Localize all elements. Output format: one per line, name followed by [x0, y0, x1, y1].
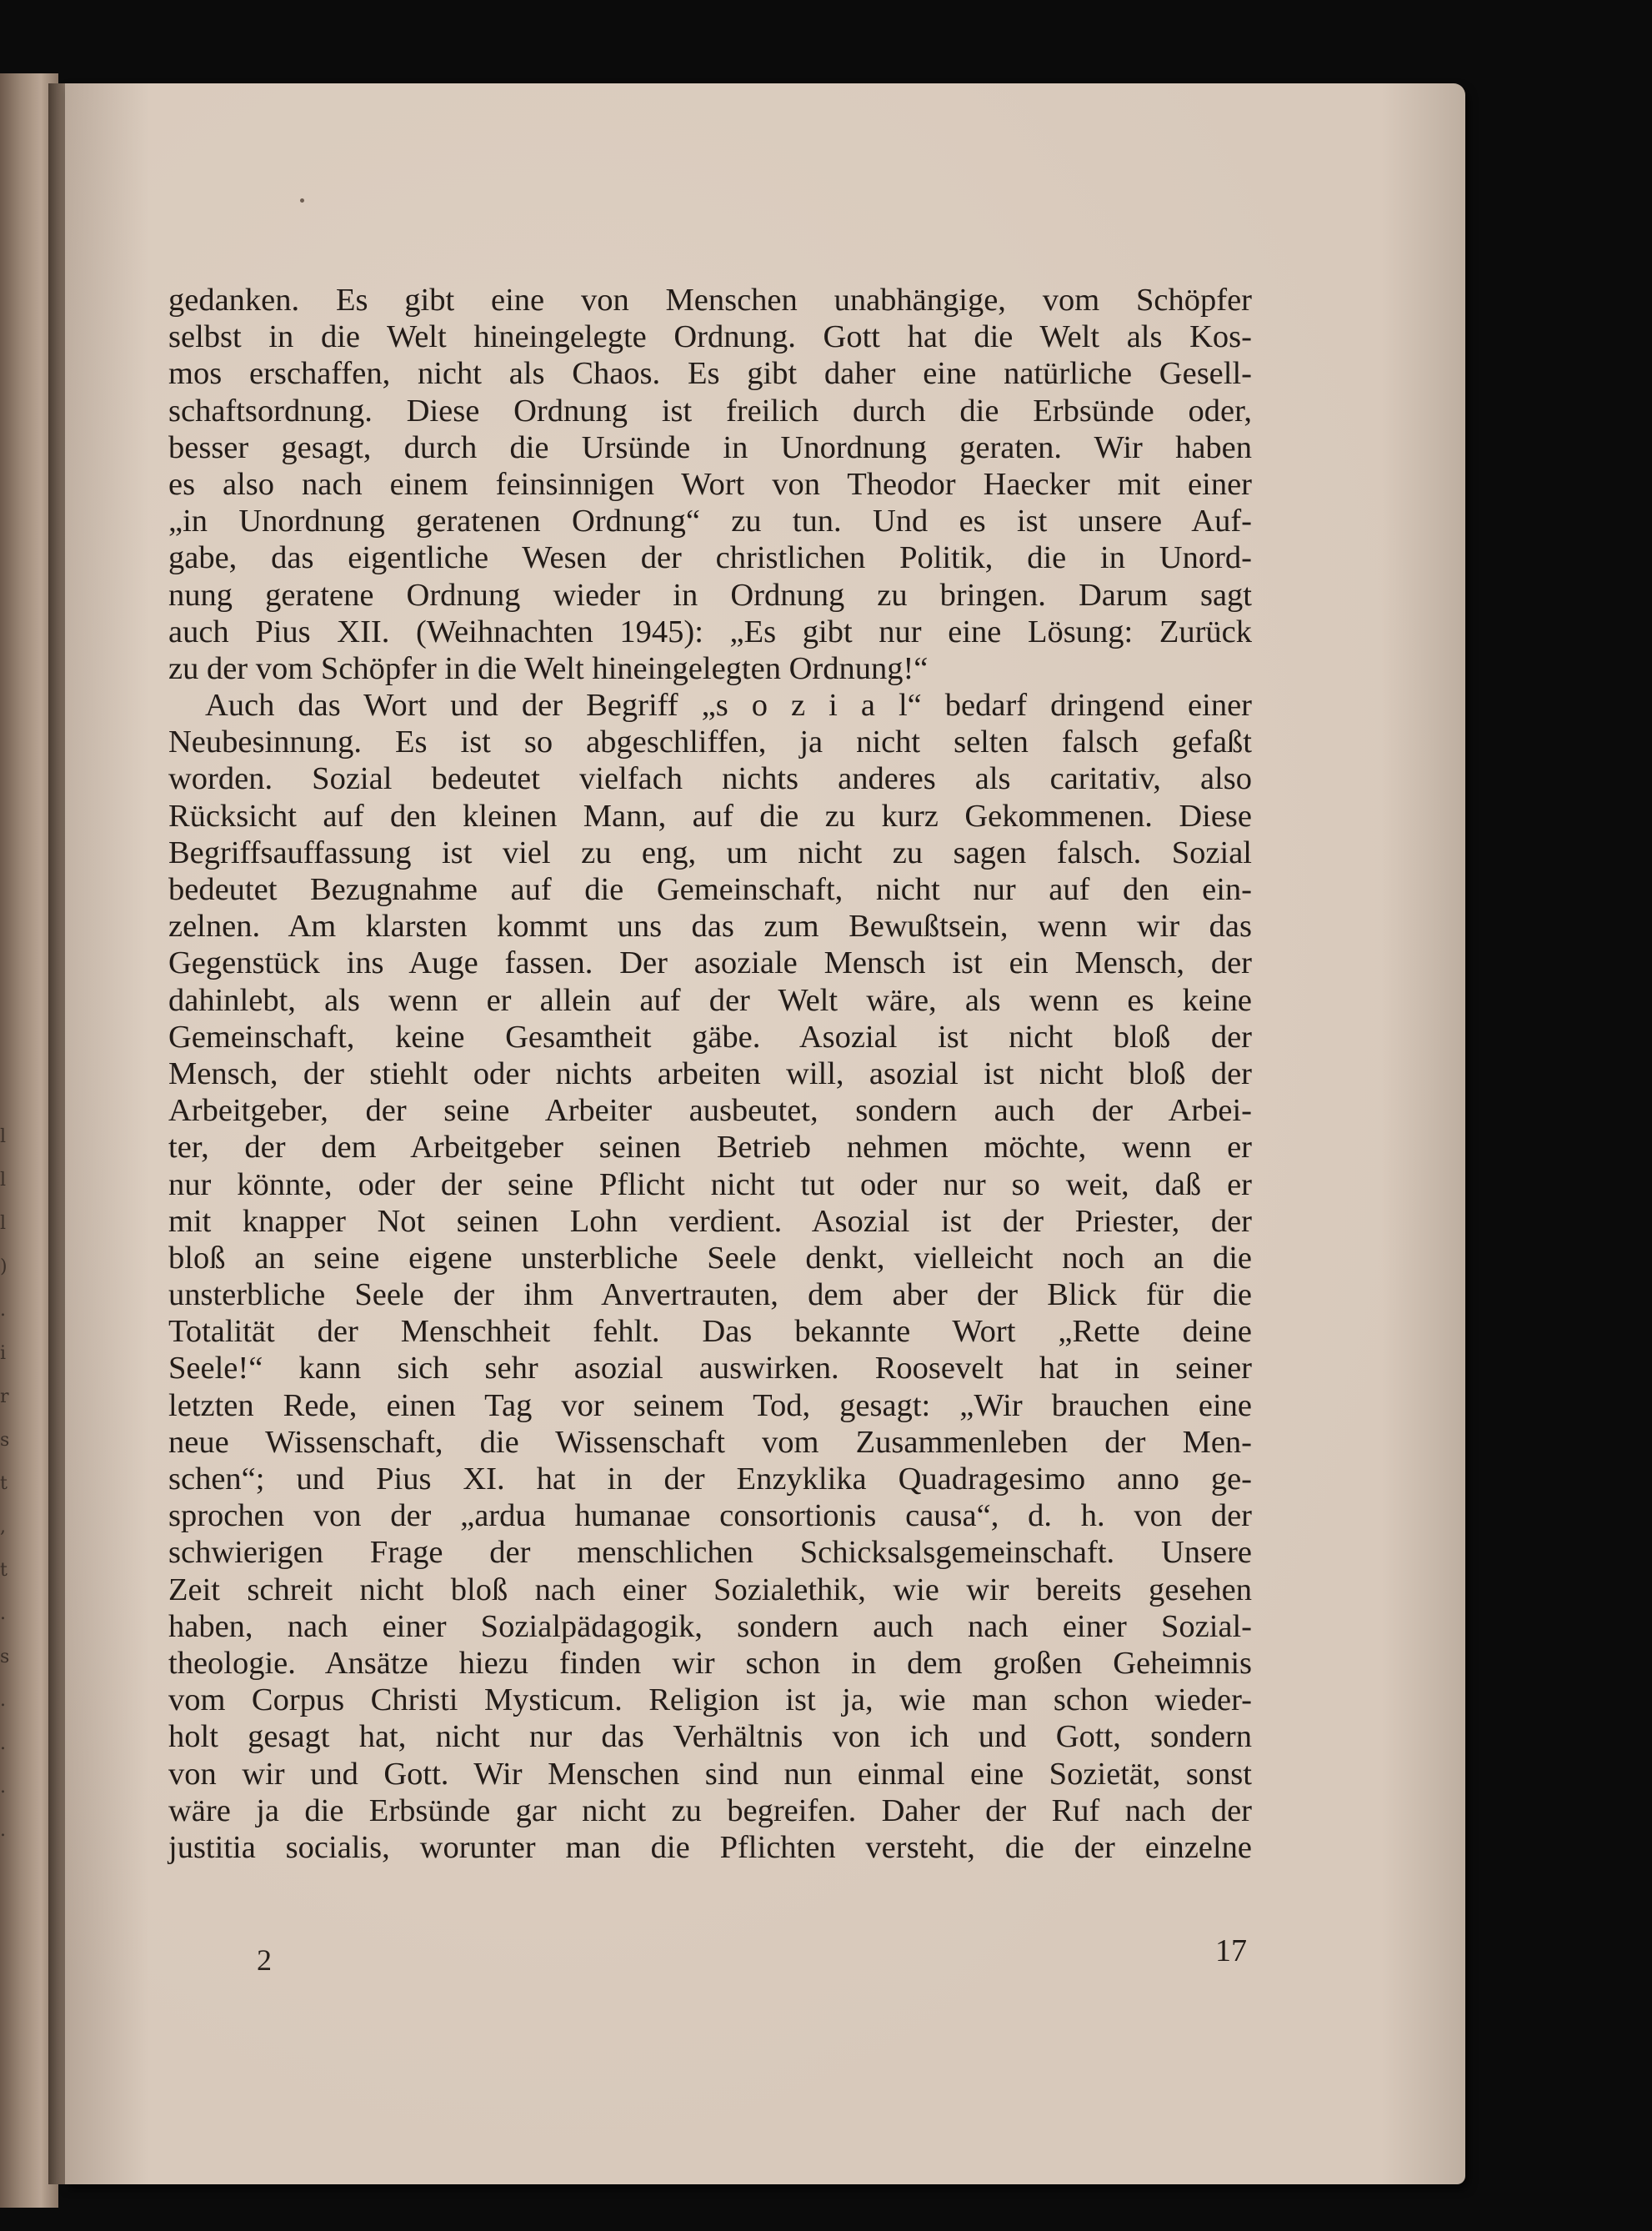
text-line: mos erschaffen, nicht als Chaos. Es gibt daher eine natürliche Gesell- [168, 356, 1252, 392]
margin-mark: t [0, 1560, 8, 1581]
text-line: unsterbliche Seele der ihm Anvertrauten, dem aber der Blick für die [168, 1277, 1252, 1313]
paper-speck [300, 198, 304, 203]
text-line: theologie. Ansätze hiezu finden wir schon in dem großen Geheimnis [168, 1645, 1252, 1681]
text-line: es also nach einem feinsinnigen Wort von Theodor Haecker mit einer [168, 466, 1252, 502]
text-line: worden. Sozial bedeutet vielfach nichts anderes als caritativ, also [168, 761, 1252, 797]
text-line: justitia socialis, worunter man die Pflichten versteht, die der einzelne [168, 1829, 1252, 1865]
margin-mark: t [0, 1473, 8, 1494]
margin-mark: s [0, 1430, 10, 1451]
text-line: nur könnte, oder der seine Pflicht nicht tut oder nur so weit, daß er [168, 1166, 1252, 1202]
margin-mark: i [0, 1343, 7, 1364]
text-line: Seele!“ kann sich sehr asozial auswirken. Roosevelt hat in seiner [168, 1351, 1252, 1386]
text-line: „in Unordnung geratenen Ordnung“ zu tun. Und es ist unsere Auf- [168, 504, 1252, 539]
text-line: Totalität der Menschheit fehlt. Das bekannte Wort „Rette deine [168, 1314, 1252, 1350]
text-line: zelnen. Am klarsten kommt uns das zum Bewußtsein, wenn wir das [168, 909, 1252, 945]
facing-page-margin-text [0, 1116, 18, 1991]
text-line: schwierigen Frage der menschlichen Schicksalsgemeinschaft. Unsere [168, 1535, 1252, 1571]
text-line: auch Pius XII. (Weihnachten 1945): „Es gibt nur eine Lösung: Zurück [168, 614, 1252, 649]
text-line: bloß an seine eigene unsterbliche Seele denkt, vielleicht noch an die [168, 1240, 1252, 1276]
margin-mark: . [0, 1777, 6, 1797]
text-line: ter, der dem Arbeitgeber seinen Betrieb nehmen möchte, wenn er [168, 1130, 1252, 1166]
margin-mark: . [0, 1603, 6, 1624]
text-line: vom Corpus Christi Mysticum. Religion ist ja, wie man schon wieder- [168, 1682, 1252, 1718]
text-line: zu der vom Schöpfer in die Welt hineingelegten Ordnung!“ [168, 650, 929, 686]
margin-mark: ) [0, 1256, 8, 1277]
page-number: 17 [1215, 1933, 1247, 1968]
text-line: holt gesagt hat, nicht nur das Verhältnis von ich und Gott, sondern [168, 1719, 1252, 1755]
text-line: sprochen von der „ardua humanae consortionis causa“, d. h. von der [168, 1498, 1252, 1534]
signature-mark: 2 [257, 1943, 272, 1977]
text-line: Begriffsauffassung ist viel zu eng, um nicht zu sagen falsch. Sozial [168, 835, 1252, 870]
text-line: neue Wissenschaft, die Wissenschaft vom Zusammenleben der Men- [168, 1424, 1252, 1460]
text-line: haben, nach einer Sozialpädagogik, sondern auch nach einer Sozial- [168, 1608, 1252, 1644]
margin-mark: l [0, 1170, 7, 1191]
margin-mark: . [0, 1300, 6, 1321]
text-line: Rücksicht auf den kleinen Mann, auf die zu kurz Gekommenen. Diese [168, 798, 1252, 834]
text-line: Zeit schreit nicht bloß nach einer Sozialethik, wie wir bereits gesehen [168, 1572, 1252, 1607]
text-line: Neubesinnung. Es ist so abgeschliffen, ja nicht selten falsch gefaßt [168, 724, 1252, 760]
margin-mark: l [0, 1126, 7, 1147]
text-line: wäre ja die Erbsünde gar nicht zu begreifen. Daher der Ruf nach der [168, 1792, 1252, 1828]
text-line: Arbeitgeber, der seine Arbeiter ausbeutet, sondern auch der Arbei- [168, 1093, 1252, 1129]
text-line: nung geratene Ordnung wieder in Ordnung zu bringen. Darum sagt [168, 577, 1252, 613]
text-line: schaftsordnung. Diese Ordnung ist freilich durch die Erbsünde oder, [168, 393, 1252, 429]
margin-mark: l [0, 1213, 7, 1234]
text-line: mit knapper Not seinen Lohn verdient. Asozial ist der Priester, der [168, 1203, 1252, 1239]
margin-mark: s [0, 1647, 10, 1667]
text-line: gabe, das eigentliche Wesen der christlichen Politik, die in Unord- [168, 540, 1252, 576]
margin-mark: . [0, 1690, 6, 1711]
text-line: Mensch, der stiehlt oder nichts arbeiten will, asozial ist nicht bloß der [168, 1055, 1252, 1091]
text-line: Gemeinschaft, keine Gesamtheit gäbe. Asozial ist nicht bloß der [168, 1019, 1252, 1055]
text-line: Auch das Wort und der Begriff „s o z i a l“ bedarf dringend einer [205, 688, 1252, 724]
margin-mark: . [0, 1820, 6, 1841]
text-line: dahinlebt, als wenn er allein auf der Welt wäre, als wenn es keine [168, 982, 1252, 1018]
text-line: besser gesagt, durch die Ursünde in Unordnung geraten. Wir haben [168, 429, 1252, 465]
text-line: Gegenstück ins Auge fassen. Der asoziale Mensch ist ein Mensch, der [168, 945, 1252, 981]
margin-mark: , [0, 1517, 6, 1537]
text-line: bedeutet Bezugnahme auf die Gemeinschaft, nicht nur auf den ein- [168, 872, 1252, 907]
margin-mark: r [0, 1386, 9, 1407]
text-line: selbst in die Welt hineingelegte Ordnung. Gott hat die Welt als Kos- [168, 319, 1252, 355]
text-line: letzten Rede, einen Tag vor seinem Tod, gesagt: „Wir brauchen eine [168, 1387, 1252, 1423]
margin-mark: . [0, 1733, 6, 1754]
text-line: gedanken. Es gibt eine von Menschen unabhängige, vom Schöpfer [168, 283, 1252, 318]
body-text [168, 282, 1252, 1866]
text-line: schen“; und Pius XI. hat in der Enzyklika Quadragesimo anno ge- [168, 1461, 1252, 1497]
text-line: von wir und Gott. Wir Menschen sind nun einmal eine Sozietät, sonst [168, 1756, 1252, 1792]
